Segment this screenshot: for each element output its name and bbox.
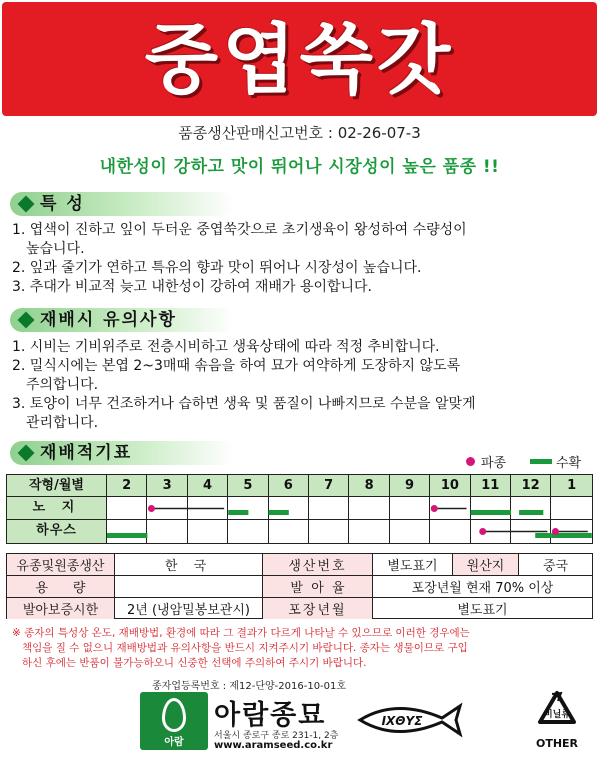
fish-icon: [356, 700, 466, 740]
sow-point: [148, 505, 155, 512]
row-label-open-field: 노 지: [7, 497, 107, 519]
features-item: 높습니다.: [26, 241, 85, 257]
company-logo: [140, 692, 208, 750]
features-heading: [10, 192, 235, 216]
month-header: 6: [269, 475, 309, 496]
company-address: 서울시 종로구 종로 231-1, 2층: [214, 731, 339, 741]
recycle-material: 비닐류: [543, 710, 571, 720]
cautions-heading: [10, 308, 235, 332]
prod-no-value: 별도표기: [373, 554, 453, 576]
month-header: 3: [147, 475, 187, 496]
month-header: 4: [188, 475, 228, 496]
pack-date-value: 별도표기: [457, 603, 508, 618]
recycle-label: OTHER: [535, 737, 579, 750]
row-label-greenhouse: 하우스: [7, 520, 107, 543]
diamond-bullet-icon: [18, 445, 35, 462]
features-item: 2. 잎과 줄기가 연하고 특유의 향과 맛이 뛰어나 시장성이 높습니다.: [12, 260, 422, 276]
legend-harvest-label: 수확: [556, 456, 582, 471]
sow-point: [431, 505, 438, 512]
company-registration: 종자업등록번호 : 제12-단양-2016-10-01호: [152, 681, 347, 692]
notice-line: ※ 종자의 특성상 온도, 재배방법, 환경에 따라 그 결과가 다르게 나타날 수 있으므로 이러한 경우에는: [12, 627, 470, 639]
month-header: 12: [511, 475, 551, 496]
month-header: 2: [107, 475, 147, 496]
cautions-item: 관리합니다.: [26, 415, 99, 431]
country-label: 원산지: [453, 554, 519, 576]
legend-sow: [466, 452, 506, 471]
schedule-title: 재배적기표: [40, 443, 133, 463]
disclaimer-notice: [12, 626, 590, 671]
month-header: 10: [430, 475, 470, 496]
info-row-3: [7, 598, 592, 619]
harvest-bar-icon: [530, 459, 552, 464]
fish-text: IXΘYΣ: [381, 714, 423, 728]
capacity-label: 용 량: [7, 576, 115, 598]
company-name: 아람종묘: [214, 700, 327, 731]
germination-label: 발 아 율: [263, 576, 373, 598]
cautions-title: 재배시 유의사항: [40, 310, 177, 330]
notice-line: 책임을 질 수 없으니 재배방법과 유의사항을 반드시 지켜주시기 바랍니다. 종자는 생물이므로 구입: [22, 642, 468, 654]
origin-value: 한 국: [115, 554, 263, 576]
schedule-table: [6, 474, 593, 544]
features-item: 1. 엽색이 진하고 잎이 두터운 중엽쑥갓으로 초기생육이 왕성하여 수량성이: [12, 222, 467, 238]
germination-value: 포장년월 현재 70% 이상: [373, 576, 592, 598]
month-header: 5: [228, 475, 268, 496]
prod-no-label: 생산번호: [263, 554, 373, 576]
origin-label: 유종및원종생산: [7, 554, 115, 576]
month-header: 8: [349, 475, 389, 496]
logo-text: 아람: [164, 737, 184, 748]
diamond-bullet-icon: [18, 196, 35, 213]
leaf-icon: [162, 698, 186, 732]
guarantee-label: 발아보증시한: [7, 598, 115, 619]
guarantee-value: 2년 (냉암밀봉보관시): [115, 598, 263, 619]
title-banner: [2, 2, 597, 116]
sow-point: [552, 528, 559, 535]
cautions-item: 3. 토양이 너무 건조하거나 습하면 생육 및 품질이 나빠지므로 수분을 알맞게: [12, 396, 476, 412]
month-header: 11: [471, 475, 511, 496]
features-title: 특 성: [40, 194, 85, 214]
month-header: 1: [551, 475, 591, 496]
schedule-heading: [10, 441, 235, 465]
product-title: 중엽쑥갓: [144, 15, 455, 104]
info-row-2: [7, 576, 592, 598]
recycle-mark: [528, 690, 586, 750]
capacity-value: [115, 576, 263, 598]
features-list: [12, 221, 590, 297]
cautions-item: 1. 시비는 기비위주로 전층시비하고 생육상태에 따라 적정 추비합니다.: [12, 339, 440, 355]
info-row-1: [7, 554, 592, 576]
cautions-item: 2. 밀식시에는 본엽 2~3매때 솎음을 하여 묘가 여약하게 도장하지 않도록: [12, 358, 461, 374]
legend-sow-label: 파종: [481, 456, 507, 471]
month-header: 9: [390, 475, 430, 496]
cautions-item: 주의합니다.: [26, 377, 99, 393]
legend-harvest: [530, 452, 581, 471]
features-item: 3. 추대가 비교적 늦고 내한성이 강하여 재배가 용이합니다.: [12, 279, 373, 295]
company-website: www.aramseed.co.kr: [214, 740, 333, 751]
schedule-header-label: 작형/월별: [7, 475, 107, 496]
schedule-marks: [7, 475, 592, 543]
sow-dot-icon: [466, 457, 475, 466]
pack-date-label: 포장년월: [263, 598, 373, 619]
registration-number: 품종생산판매신고번호 : 02-26-07-3: [178, 124, 421, 142]
sow-point: [479, 528, 486, 535]
diamond-bullet-icon: [18, 312, 35, 329]
notice-line: 하신 후에는 반품이 불가능하오니 신중한 선택에 주의하여 주시기 바랍니다.: [22, 657, 367, 669]
country-value: 중국: [519, 554, 592, 576]
recycle-icon: [528, 690, 586, 734]
cautions-list: [12, 338, 590, 433]
month-header: 7: [309, 475, 349, 496]
slogan: 내한성이 강하고 맛이 뛰어나 시장성이 높은 품종 !!: [99, 157, 500, 177]
info-table: [6, 553, 593, 619]
